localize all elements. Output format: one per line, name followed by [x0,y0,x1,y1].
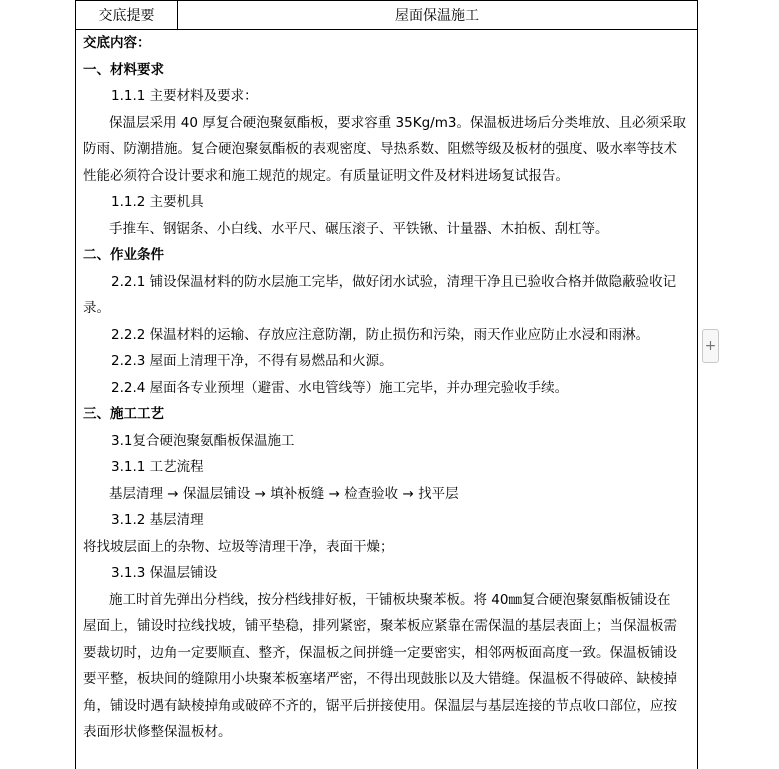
paragraph-insulation [83,587,691,746]
condition-2-2-2: 2.2.2 保温材料的运输、存放应注意防潮，防止损伤和污染，雨天作业应防止水浸和雨淋。 [111,326,650,343]
document-table [75,0,698,769]
paragraph-line: 屋面上，铺设时拉线找坡，铺平垫稳，排列紧密，聚苯板应紧靠在需保温的基层表面上；当保温板需 [83,618,677,634]
subheading-3-1-2: 3.1.2 基层清理 [111,512,204,528]
condition-2-2-3: 2.2.3 屋面上清理干净，不得有易燃品和火源。 [111,353,393,369]
content-area [83,30,691,746]
header-value: 屋面保温施工 [395,8,479,24]
condition-2-2-1: 2.2.1 铺设保温材料的防水层施工完毕，做好闭水试验，清理干净且已验收合格并做隐蔽验收记 [111,273,677,290]
tools-list: 手推车、钢锯条、小白线、水平尺、碾压滚子、平铁锹、计量器、木拍板、刮杠等。 [109,220,609,237]
header-label: 交底提要 [76,1,178,29]
paragraph-line: 表面形状修整保温板材。 [83,724,232,740]
paragraph-line: 要裁切时，边角一定要顺直、整齐，保温板之间拼缝一定要密实，相邻两板面高度一致。保温板铺设 [83,644,677,661]
paragraph-line: 要平整，板块间的缝隙用小块聚苯板塞堵严密，不得出现鼓胀以及大错缝。保温板不得破碎、缺棱掉 [83,671,677,687]
header-row [76,0,697,30]
section-heading-3: 三、施工工艺 [83,406,164,422]
paragraph-line: 性能必须符合设计要求和施工规范的规定。有质量证明文件及材料进场复试报告。 [83,167,569,184]
subheading-1-1-2: 1.1.2 主要机具 [111,194,204,210]
section-heading-1: 一、材料要求 [83,61,164,78]
subheading-3-1: 3.1复合硬泡聚氨酯板保温施工 [111,432,295,449]
paragraph-line: 角，铺设时遇有缺棱掉角或破碎不齐的，锯平后拼接使用。保温层与基层连接的节点收口部位，应按 [83,697,677,714]
paragraph-line: 施工时首先弹出分档线，按分档线排好板，干铺板块聚苯板。将 40㎜复合硬泡聚氨酯板铺设在 [109,591,671,608]
subheading-3-1-1: 3.1.1 工艺流程 [111,459,204,475]
subheading-3-1-3: 3.1.3 保温层铺设 [111,565,218,581]
paragraph-line: 防雨、防潮措施。复合硬泡聚氨酯板的表观密度、导热系数、阻燃等级及板材的强度、吸水率等技术 [83,141,677,157]
cleaning-text: 将找坡层面上的杂物、垃圾等清理干净，表面干燥； [83,538,394,555]
expand-plus-button[interactable]: + [702,329,719,363]
section-heading-2: 二、作业条件 [83,247,164,263]
process-flow: 基层清理 → 保温层铺设 → 填补板缝 → 检查验收 → 找平层 [109,485,459,502]
content-title: 交底内容： [83,35,151,51]
condition-2-2-4: 2.2.4 屋面各专业预埋（避雷、水电管线等）施工完毕，并办理完验收手续。 [111,379,569,396]
subheading-1-1-1: 1.1.1 主要材料及要求： [111,88,258,104]
condition-2-2-1-cont: 录。 [83,300,110,316]
paragraph-line: 保温层采用 40 厚复合硬泡聚氨酯板，要求容重 35Kg/m3。保温板进场后分类堆放、且必须采取 [109,114,686,131]
paragraph-materials [83,110,691,190]
